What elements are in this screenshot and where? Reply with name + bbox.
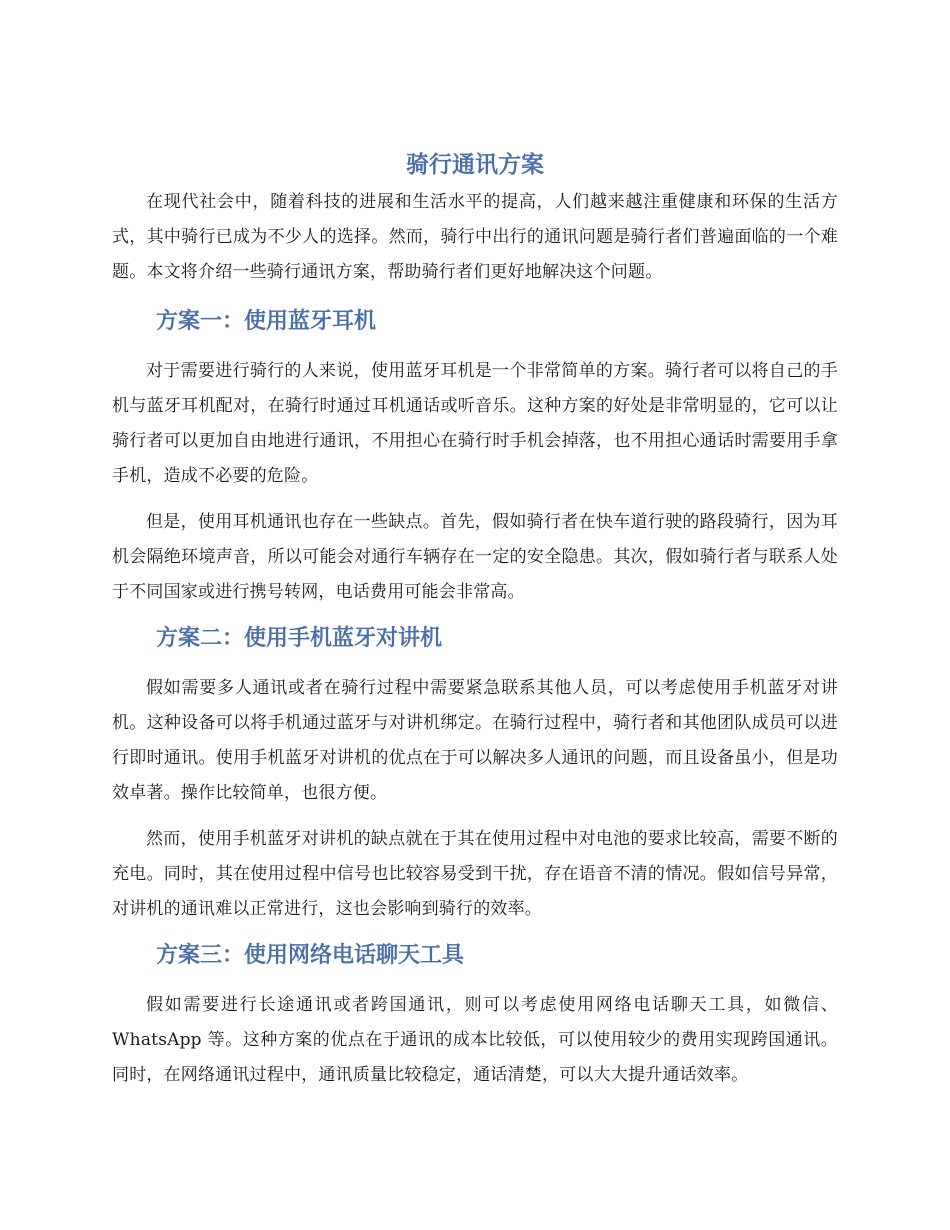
section-2-paragraph-2: 然而，使用手机蓝牙对讲机的缺点就在于其在使用过程中对电池的要求比较高，需要不断的充电。同时，其在使用过程中信号也比较容易受到干扰，存在语音不清的情况。假如信号异常，对讲机的通讯难以正常进行，这也会影响到骑行的效率。	[112, 829, 838, 919]
document-body	[112, 145, 838, 1104]
section-heading-3: 方案三：使用网络电话聊天工具	[156, 943, 465, 968]
section-1-paragraph-2: 但是，使用耳机通讯也存在一些缺点。首先，假如骑行者在快车道行驶的路段骑行，因为耳机会隔绝环境声音，所以可能会对通行车辆存在一定的安全隐患。其次，假如骑行者与联系人处于不同国家或进行携号转网，电话费用可能会非常高。	[112, 512, 838, 602]
document-title: 骑行通讯方案	[406, 152, 544, 178]
section-3-paragraph-1: 假如需要进行长途通讯或者跨国通讯，则可以考虑使用网络电话聊天工具，如微信、WhatsApp 等。这种方案的优点在于通讯的成本比较低，可以使用较少的费用实现跨国通讯。同时，在网络通讯过程中，通讯质量比较稳定，通话清楚，可以大大提升通话效率。	[112, 995, 838, 1085]
section-2-paragraph-1: 假如需要多人通讯或者在骑行过程中需要紧急联系其他人员，可以考虑使用手机蓝牙对讲机。这种设备可以将手机通过蓝牙与对讲机绑定。在骑行过程中，骑行者和其他团队成员可以进行即时通讯。使用手机蓝牙对讲机的优点在于可以解决多人通讯的问题，而且设备虽小，但是功效卓著。操作比较简单，也很方便。	[112, 678, 838, 803]
section-heading-1: 方案一：使用蓝牙耳机	[156, 309, 377, 334]
intro-paragraph: 在现代社会中，随着科技的进展和生活水平的提高，人们越来越注重健康和环保的生活方式，其中骑行已成为不少人的选择。然而，骑行中出行的通讯问题是骑行者们普遍面临的一个难题。本文将介绍一些骑行通讯方案，帮助骑行者们更好地解决这个问题。	[112, 192, 838, 282]
section-1-paragraph-1: 对于需要进行骑行的人来说，使用蓝牙耳机是一个非常简单的方案。骑行者可以将自己的手机与蓝牙耳机配对，在骑行时通过耳机通话或听音乐。这种方案的好处是非常明显的，它可以让骑行者可以更加自由地进行通讯，不用担心在骑行时手机会掉落，也不用担心通话时需要用手拿手机，造成不必要的危险。	[112, 361, 838, 486]
section-heading-2: 方案二：使用手机蓝牙对讲机	[156, 626, 443, 651]
